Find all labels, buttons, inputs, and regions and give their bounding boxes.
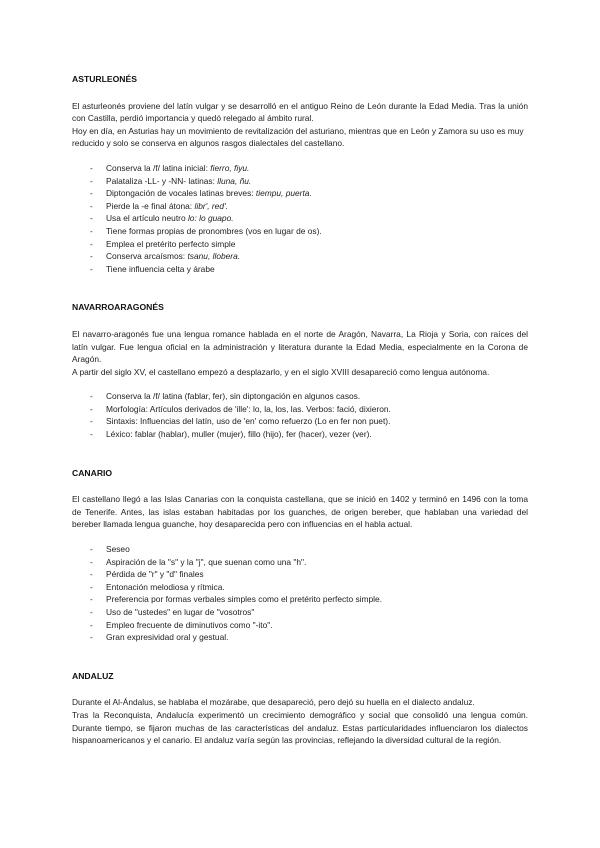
list-item: - Usa el artículo neutro lo: lo guapo.	[72, 212, 528, 225]
list-item: - Léxico: fablar (hablar), muller (mujer), fillo (hijo), fer (hacer), vezer (ver).	[72, 428, 528, 441]
section-heading: CANARIO	[72, 467, 113, 478]
list-item: - Aspiración de la "s" y la "j", que suenan como una "h".	[72, 556, 528, 569]
section-heading: NAVARROARAGONÉS	[72, 302, 164, 313]
list-item: - Uso de "ustedes" en lugar de "vosotros"	[72, 606, 528, 619]
paragraph: El asturleonés proviene del latín vulgar y se desarrolló en el antiguo Reino de León durante la Edad Media. Tras la unión con Castilla, perdió importancia y quedó relegado al ámbito rural.	[72, 100, 528, 124]
list-item: - Emplea el pretérito perfecto simple	[72, 238, 528, 251]
list-item: - Gran expresividad oral y gestual.	[72, 631, 528, 644]
paragraph: El castellano llegó a las Islas Canarias con la conquista castellana, que se inició en 1402 y terminó en 1496 con la toma de Tenerife. Antes, las islas estaban habitadas por los guanches, de origen bereber, que hablaban una variedad del bereber llamada lengua guanche, hoy desaparecida pero con influencias en el habla actual.	[72, 494, 528, 530]
list-item: - Tiene influencia celta y árabe	[72, 263, 528, 276]
paragraph: El navarro-aragonés fue una lengua romance hablada en el norte de Aragón, Navarra, La Rioja y Soria, con raíces del latín vulgar. Fue lengua oficial en la administración y literatura durante la Edad Media, especialmente en la Corona de Aragón.	[72, 328, 528, 365]
paragraph: Durante el Al-Ándalus, se hablaba el mozárabe, que desapareció, pero dejó su huella en el dialecto andaluz.	[72, 697, 475, 708]
paragraph: Tras la Reconquista, Andalucía experimentó un crecimiento demográfico y social que consolidó una lengua común. Durante tiempo, se fijaron muchas de las características del andaluz. Estas particularidades influenciaron los dialectos hispanoamericanos y el canario. El andaluz varía según las provincias, reflejando la diversidad cultural de la región.	[72, 709, 528, 746]
list-item: - Morfología: Artículos derivados de 'ille': lo, la, los, las. Verbos: fació, dixieron.	[72, 403, 528, 416]
section-andaluz	[72, 670, 528, 747]
section-canario	[72, 467, 528, 644]
list-item: - Palataliza -LL- y -NN- latinas: lluna, ñu.	[72, 175, 528, 188]
list-item: - Seseo	[72, 543, 528, 556]
bullet-list	[72, 543, 528, 644]
list-item: - Sintaxis: Influencias del latín, uso de 'en' como refuerzo (Lo en fer non puet).	[72, 415, 528, 428]
list-item: - Pierde la -e final átona: libr', red'.	[72, 200, 528, 213]
list-item: - Conserva arcaísmos: tsanu, llobera.	[72, 250, 528, 263]
list-item: - Tiene formas propias de pronombres (vos en lugar de os).	[72, 225, 528, 238]
section-heading: ASTURLEONÉS	[72, 74, 137, 84]
list-item: - Diptongación de vocales latinas breves: tiempu, puerta.	[72, 187, 528, 200]
section-heading: ANDALUZ	[72, 670, 114, 681]
list-item: - Entonación melodiosa y rítmica.	[72, 581, 528, 594]
section-navarroaragones	[72, 301, 528, 440]
list-item: - Preferencia por formas verbales simples como el pretérito perfecto simple.	[72, 593, 528, 606]
list-item: - Empleo frecuente de diminutivos como "-ito".	[72, 619, 528, 632]
paragraph: A partir del siglo XV, el castellano empezó a desplazarlo, y en el siglo XVIII desapareció como lengua autónoma.	[72, 366, 490, 377]
bullet-list	[72, 162, 528, 275]
bullet-list	[72, 390, 528, 440]
list-item: - Pérdida de "r" y "d" finales	[72, 568, 528, 581]
paragraph: Hoy en día, en Asturias hay un movimiento de revitalización del asturiano, mientras que en León y Zamora su uso es muy reducido y solo se conserva en algunos rasgos dialectales del castellano.	[72, 125, 524, 149]
section-asturleones	[72, 73, 528, 275]
list-item: - Conserva la /f/ latina inicial: fierro, fiyu.	[72, 162, 528, 175]
list-item: - Conserva la /f/ latina (fablar, fer), sin diptongación en algunos casos.	[72, 390, 528, 403]
